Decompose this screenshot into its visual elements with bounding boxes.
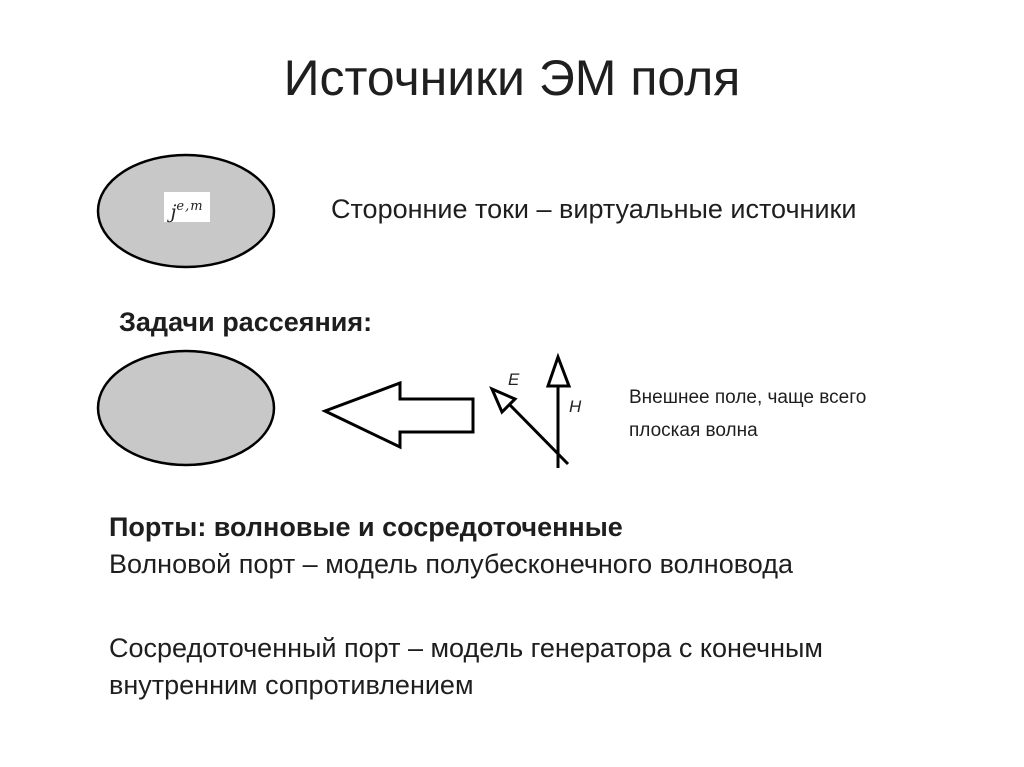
wave-port-text: Волновой порт – модель полубесконечного волновода xyxy=(109,549,793,579)
current-superscript: e,m xyxy=(176,199,204,214)
external-field-line2: плоская волна xyxy=(629,420,758,441)
lumped-port-line1: Сосредоточенный порт – модель генератора с конечным xyxy=(109,633,823,663)
source-caption: Сторонние токи – виртуальные источники xyxy=(331,194,857,224)
external-field-line1: Внешнее поле, чаще всего xyxy=(629,387,867,408)
incident-wave-arrow xyxy=(325,383,473,447)
e-field-label: E xyxy=(508,370,520,389)
current-density-label xyxy=(164,192,210,222)
lumped-port-line2: внутренним сопротивлением xyxy=(109,670,474,700)
h-vector-head xyxy=(548,357,569,386)
current-symbol: j xyxy=(170,201,177,223)
scatterer-ellipse xyxy=(98,351,274,465)
scattering-heading: Задачи рассеяния: xyxy=(119,307,373,337)
ports-heading: Порты: волновые и сосредоточенные xyxy=(109,512,623,542)
h-field-label: H xyxy=(569,397,582,416)
slide-title: Источники ЭМ поля xyxy=(283,50,741,106)
